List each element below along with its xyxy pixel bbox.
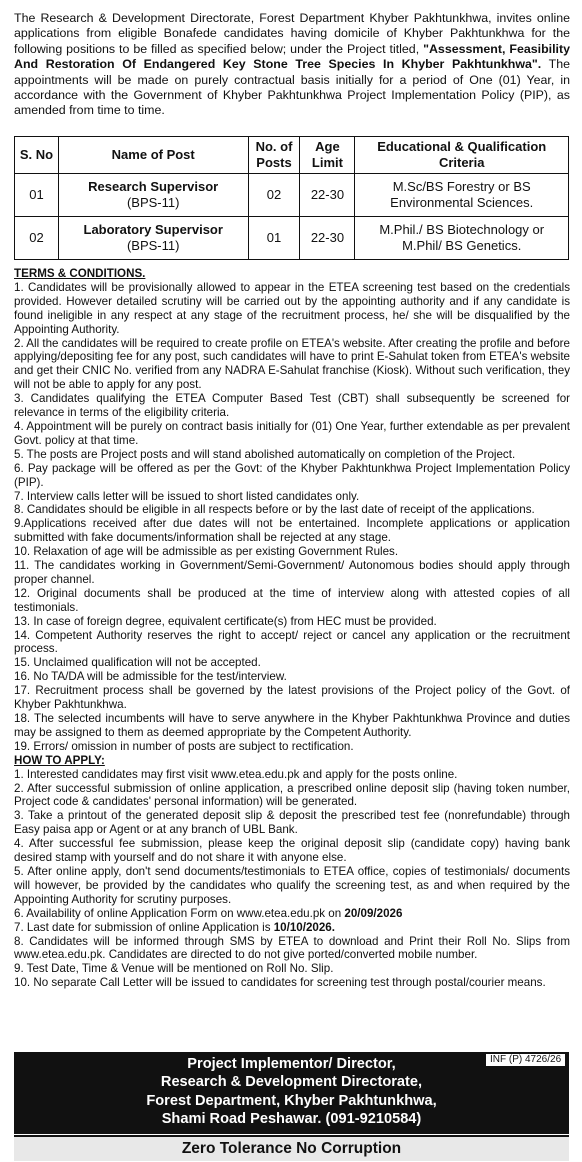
header-sno: S. No xyxy=(15,137,59,174)
footer-line: Research & Development Directorate, xyxy=(160,1074,423,1091)
terms-item: 2. All the candidates will be required to create profile on ETEA's website. After creating the profile and before applying/depositing fee for any post, such candidates will have to print E-Sahulat token from ETEA's website and get their CNIC No. verified from any NADRA E-Sahulat franchise (Kiosk). Without such verification, they will not be able to apply for any post. xyxy=(14,336,570,392)
terms-item: 12. Original documents shall be produced at the time of interview along with attested copies of all testimonials. xyxy=(14,586,570,614)
footer-line: Project Implementor/ Director, xyxy=(187,1056,396,1072)
terms-item: 4. Appointment will be purely on contract basis initially for (01) One Year, further extendable as per prevalent Govt. policy at that time. xyxy=(14,419,570,447)
apply-item-text: 6. Availability of online Application Form on www.etea.edu.pk on xyxy=(14,906,345,920)
cell-age: 22-30 xyxy=(300,174,355,217)
table-header-row xyxy=(15,137,569,174)
zero-tolerance-slogan: Zero Tolerance No Corruption xyxy=(14,1135,569,1161)
intro-text-b: The appointments will be made on purely contractual basis initially for a period of One (01) Year, in accordance with the Government of Khyber Pakhtunkhwa Project Implementation Policy (PIP), as amended from time to time. xyxy=(14,57,570,118)
post-bps: (BPS-11) xyxy=(126,195,180,210)
header-age-limit: Age Limit xyxy=(300,137,355,174)
terms-heading: TERMS & CONDITIONS. xyxy=(14,267,146,280)
apply-item xyxy=(14,907,570,921)
terms-item: 5. The posts are Project posts and will stand abolished automatically on completion of the Project. xyxy=(14,447,516,461)
post-name: Research Supervisor xyxy=(88,179,219,194)
header-post-name: Name of Post xyxy=(58,137,248,174)
apply-item: 10. No separate Call Letter will be issued to candidates for screening test through postal/courier means. xyxy=(14,976,546,990)
cell-post xyxy=(58,217,248,260)
apply-item: 2. After successful submission of online application, a prescribed online deposit slip (having token number, Project code & candidates' personal information) will be generated. xyxy=(14,781,570,809)
cell-criteria: M.Phil./ BS Biotechnology or M.Phil/ BS Genetics. xyxy=(355,217,569,260)
cell-sno: 02 xyxy=(15,217,59,260)
cell-sno: 01 xyxy=(15,174,59,217)
apply-item: 4. After successful fee submission, please keep the original deposit slip (candidate copy) having bank desired stamp with yourself and do not share it with anyone else. xyxy=(14,837,570,865)
apply-item: 8. Candidates will be informed through SMS by ETEA to download and Print their Roll No. Slips from www.etea.edu.pk. Candidates are directed to do not give ported/converted mobile number. xyxy=(14,934,570,962)
last-date: 10/10/2026. xyxy=(273,920,335,934)
footer-lines xyxy=(14,1055,569,1129)
table-row xyxy=(15,174,569,217)
terms-section xyxy=(14,267,570,990)
terms-item: 3. Candidates qualifying the ETEA Computer Based Test (CBT) shall subsequently be screened for relevance in terms of the eligibility criteria. xyxy=(14,392,570,420)
apply-item: 1. Interested candidates may first visit www.etea.edu.pk and apply for the posts online. xyxy=(14,767,458,781)
terms-item: 1. Candidates will be provisionally allowed to appear in the ETEA screening test based on the credentials provided. However detailed scrutiny will be carried out by the appointing authority and if any candidate is found ineligible in any respect at any stage of the recruitment process, he/ she will be disqualified by the Appointing Authority. xyxy=(14,280,570,336)
intro-text-a: The Research & Development Directorate, Forest Department Khyber Pakhtunkhwa, invites online applications from eligible Bonafede candidates having domicile of Khyber Pakhtunkhwa for the following positions to be filled as specified below; under the Project titled, xyxy=(14,11,570,56)
terms-item: 7. Interview calls letter will be issued to short listed candidates only. xyxy=(14,489,360,503)
terms-item: 18. The selected incumbents will have to serve anywhere in the Khyber Pakhtunkhwa Province and duties may be assigned to them as deemed appropriate by the Competent Authority. xyxy=(14,712,570,739)
terms-item: 16. No TA/DA will be admissible for the test/interview. xyxy=(14,670,287,684)
terms-item: 17. Recruitment process shall be governed by the latest provisions of the Project policy of the Govt. of Khyber Pakhtunkhwa. xyxy=(14,684,570,712)
availability-date: 20/09/2026 xyxy=(344,906,403,920)
table-row xyxy=(15,217,569,260)
terms-item: 11. The candidates working in Government/Semi-Government/ Autonomous bodies should apply through proper channel. xyxy=(14,559,570,586)
terms-item: 14. Competent Authority reserves the right to accept/ reject or cancel any application or the recruitment process. xyxy=(14,628,570,656)
terms-item: 10. Relaxation of age will be admissible as per existing Government Rules. xyxy=(14,545,399,559)
apply-item: 5. After online apply, don't send documents/testimonials to ETEA office, copies of testimonials/ documents will however, be provided by the candidates who qualify the screening test, as and when required by the Appointing Authority for scrutiny purposes. xyxy=(14,864,570,906)
footer-line: Forest Department, Khyber Pakhtunkhwa, xyxy=(146,1092,437,1109)
header-criteria: Educational & Qualification Criteria xyxy=(355,137,569,174)
cell-count: 02 xyxy=(248,174,300,217)
cell-count: 01 xyxy=(248,217,300,260)
header-no-of-posts: No. of Posts xyxy=(248,137,300,174)
apply-item-text: 7. Last date for submission of online Application is xyxy=(14,920,274,934)
inf-reference: INF (P) 4726/26 xyxy=(486,1054,565,1066)
project-title: "Assessment, Feasibility And Restoration Of Endangered Key Stone Tree Species In Khyber Pakhtunkhwa". xyxy=(14,41,570,72)
cell-post xyxy=(58,174,248,217)
terms-item: 15. Unclaimed qualification will not be accepted. xyxy=(14,656,261,670)
posts-table xyxy=(14,136,569,260)
cell-criteria: M.Sc/BS Forestry or BS Environmental Sciences. xyxy=(355,174,569,217)
footer-line: Shami Road Peshawar. (091-9210584) xyxy=(161,1111,422,1128)
apply-item: 3. Take a printout of the generated deposit slip & deposit the prescribed test fee (nonrefundable) through Easy paisa app or Agent or at any branch of UBL Bank. xyxy=(14,809,570,837)
apply-heading: HOW TO APPLY: xyxy=(14,753,105,767)
terms-item: 19. Errors/ omission in number of posts are subject to rectification. xyxy=(14,739,354,753)
terms-item: 6. Pay package will be offered as per the Govt: of the Khyber Pakhtunkhwa Project Implementation Policy (PIP). xyxy=(14,461,570,489)
terms-item: 13. In case of foreign degree, equivalent certificate(s) from HEC must be provided. xyxy=(14,614,437,628)
terms-item: 8. Candidates should be eligible in all respects before or by the last date of receipt of the applications. xyxy=(14,503,535,517)
apply-item xyxy=(14,921,570,935)
cell-age: 22-30 xyxy=(300,217,355,260)
intro-paragraph xyxy=(14,11,570,119)
terms-item: 9.Applications received after due dates will not be entertained. Incomplete applications or application submitted with fake documents/information shall be rejected at any stage. xyxy=(14,517,570,545)
post-name: Laboratory Supervisor xyxy=(83,222,223,237)
post-bps: (BPS-11) xyxy=(126,238,180,253)
apply-item: 9. Test Date, Time & Venue will be mentioned on Roll No. Slip. xyxy=(14,962,334,976)
